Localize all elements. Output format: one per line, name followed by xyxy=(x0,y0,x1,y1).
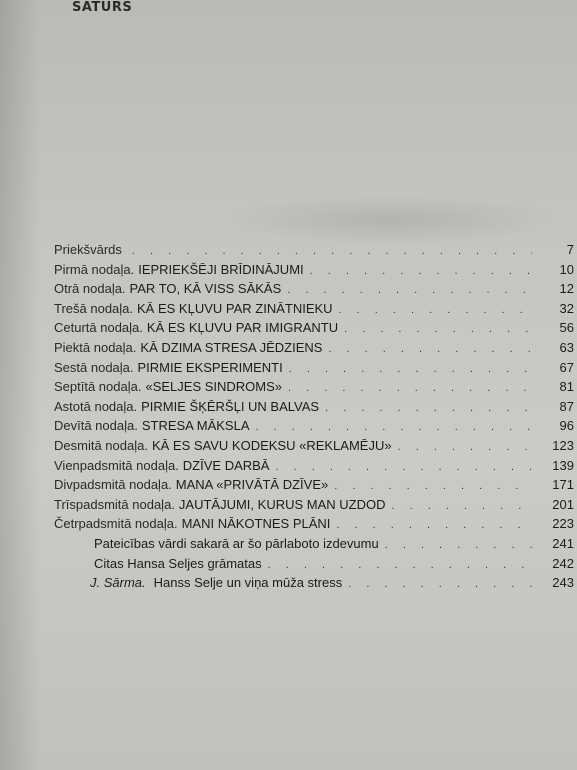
toc-chapter-label: Septītā nodaļa. xyxy=(54,379,142,395)
toc-title: Hanss Selje un viņa mūža stress xyxy=(153,575,343,591)
toc-chapter-label: Ceturtā nodaļa. xyxy=(54,320,143,336)
table-of-contents xyxy=(54,240,574,593)
toc-row-chapter-1 xyxy=(54,260,574,280)
toc-title: PIRMIE ŠĶĒRŠĻI UN BALVAS xyxy=(141,398,320,414)
toc-title: DZĪVE DARBĀ xyxy=(182,457,270,473)
toc-page-number: 223 xyxy=(552,516,574,532)
toc-chapter-label: Divpadsmitā nodaļa. xyxy=(54,477,172,493)
toc-page-number: 201 xyxy=(552,496,574,512)
dot-leader xyxy=(348,575,532,595)
toc-page-number: 241 xyxy=(552,535,574,551)
toc-row-chapter-9 xyxy=(54,416,574,436)
toc-chapter-label: Vienpadsmitā nodaļa. xyxy=(54,457,179,473)
toc-row-chapter-8 xyxy=(54,397,574,417)
toc-row-afterword xyxy=(54,573,574,593)
toc-row-other-books xyxy=(54,554,574,574)
toc-row-chapter-7 xyxy=(54,377,574,397)
toc-page-number: 81 xyxy=(559,379,574,395)
toc-chapter-label: Piektā nodaļa. xyxy=(54,339,137,355)
toc-page-number: 96 xyxy=(559,418,574,434)
toc-page-number: 242 xyxy=(552,555,574,571)
toc-row-chapter-11 xyxy=(54,456,574,476)
toc-chapter-label: Četrpadsmitā nodaļa. xyxy=(54,516,178,532)
toc-page-number: 139 xyxy=(552,457,574,473)
toc-title: JAUTĀJUMI, KURUS MAN UZDOD xyxy=(178,496,386,512)
toc-page-number: 171 xyxy=(552,477,574,493)
toc-row-chapter-14 xyxy=(54,514,574,534)
toc-page-number: 10 xyxy=(559,261,574,277)
toc-title: KĀ ES KĻUVU PAR ZINĀTNIEKU xyxy=(137,300,333,316)
paper-fold-shadow xyxy=(220,195,560,245)
toc-row-chapter-10 xyxy=(54,436,574,456)
toc-row-chapter-4 xyxy=(54,318,574,338)
toc-page-number: 7 xyxy=(566,242,574,257)
toc-chapter-label: Priekšvārds xyxy=(54,242,122,257)
toc-chapter-label: Otrā nodaļa. xyxy=(54,281,126,297)
page-header: SATURS xyxy=(72,0,133,15)
toc-title: KĀ ES SAVU KODEKSU «REKLAMĒJU» xyxy=(151,437,392,453)
toc-title: KĀ ES KĻUVU PAR IMIGRANTU xyxy=(146,320,339,336)
toc-row-acknowledgements xyxy=(54,534,574,554)
toc-title: PAR TO, KĀ VISS SĀKĀS xyxy=(129,281,282,297)
toc-title: «SELJES SINDROMS» xyxy=(145,379,283,395)
toc-row-chapter-5 xyxy=(54,338,574,358)
toc-page-number: 63 xyxy=(559,339,574,355)
toc-row-chapter-2 xyxy=(54,279,574,299)
toc-page-number: 12 xyxy=(559,281,574,297)
toc-page-number: 67 xyxy=(559,359,574,375)
toc-title: Pateicības vārdi sakarā ar šo pārlaboto izdevumu xyxy=(94,535,379,551)
toc-row-chapter-6 xyxy=(54,358,574,378)
toc-chapter-label: Devītā nodaļa. xyxy=(54,418,138,434)
toc-page-number: 243 xyxy=(552,575,574,591)
toc-page-number: 87 xyxy=(559,398,574,414)
toc-row-chapter-12 xyxy=(54,475,574,495)
toc-row-chapter-3 xyxy=(54,299,574,319)
toc-chapter-label: Trīspadsmitā nodaļa. xyxy=(54,496,175,512)
toc-chapter-label: Astotā nodaļa. xyxy=(54,398,138,414)
toc-title: MANI NĀKOTNES PLĀNI xyxy=(181,516,331,532)
toc-title: IEPRIEKŠĒJI BRĪDINĀJUMI xyxy=(138,261,304,277)
toc-chapter-label: Pirmā nodaļa. xyxy=(54,261,135,277)
toc-page-number: 56 xyxy=(559,320,574,336)
toc-chapter-label: Sestā nodaļa. xyxy=(54,359,134,375)
toc-author-prefix: J. Sārma. xyxy=(90,575,146,591)
toc-title: PIRMIE EKSPERIMENTI xyxy=(137,359,283,375)
toc-chapter-label: Trešā nodaļa. xyxy=(54,300,134,316)
toc-title: Citas Hansa Seljes grāmatas xyxy=(94,555,262,571)
toc-title: MANA «PRIVĀTĀ DZĪVE» xyxy=(175,477,329,493)
toc-page-number: 123 xyxy=(552,437,574,453)
toc-page-number: 32 xyxy=(559,300,574,316)
toc-title: STRESA MĀKSLA xyxy=(141,418,250,434)
toc-title: KĀ DZIMA STRESA JĒDZIENS xyxy=(140,339,323,355)
toc-row-foreword xyxy=(54,240,574,260)
page-edge-shadow xyxy=(0,0,40,770)
toc-chapter-label: Desmitā nodaļa. xyxy=(54,437,148,453)
toc-row-chapter-13 xyxy=(54,495,574,515)
